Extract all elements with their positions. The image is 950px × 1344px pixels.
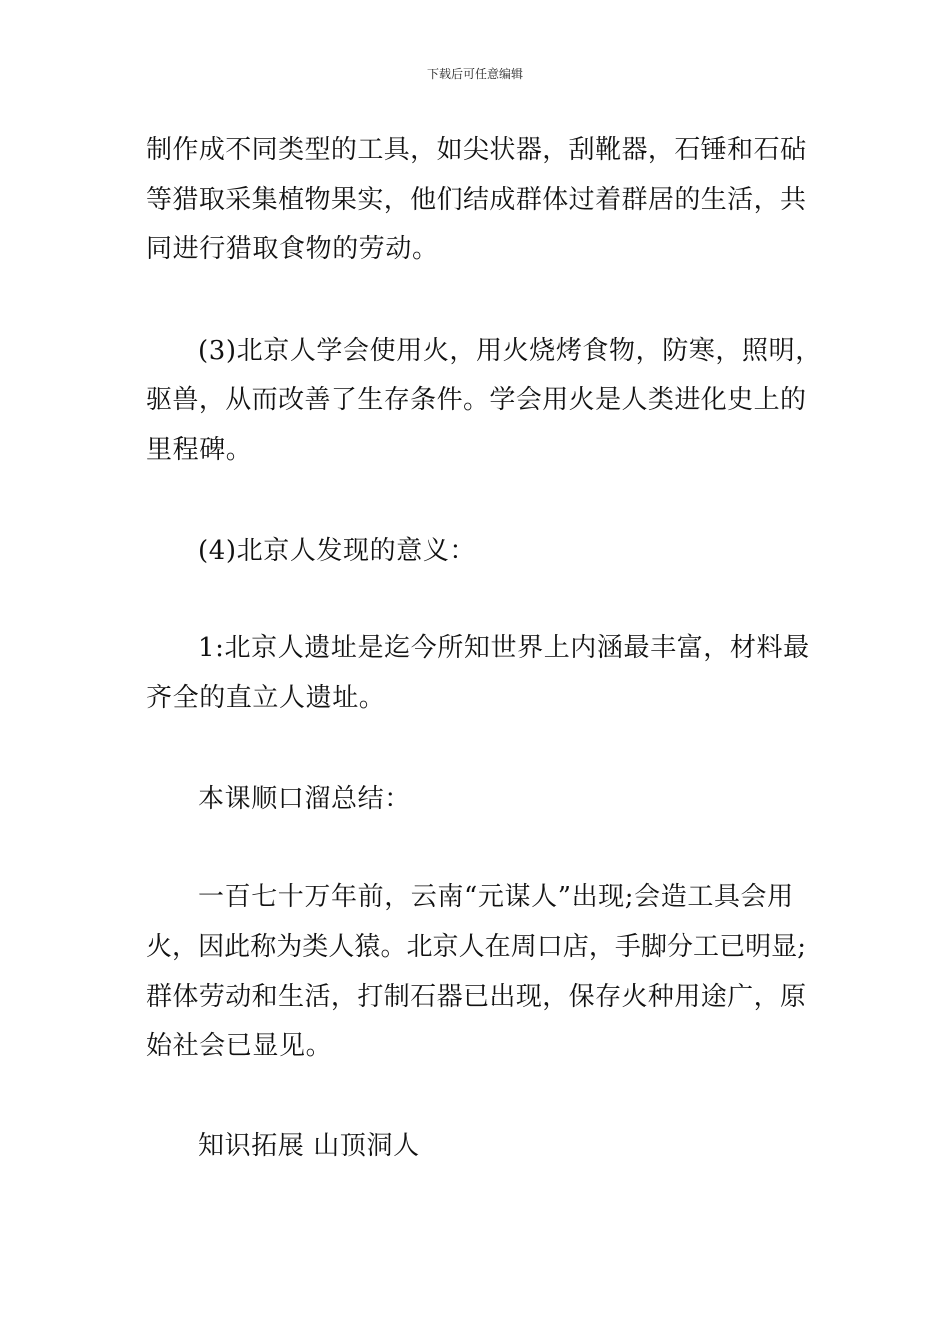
paragraph-line: 同进行猎取食物的劳动。	[146, 234, 439, 264]
paragraph-line: 里程碑。	[146, 435, 253, 465]
paragraph-line: (4)北京人发现的意义：	[198, 536, 477, 566]
section-heading: 知识拓展 山顶洞人	[198, 1131, 420, 1161]
paragraph-line: 火，因此称为类人猿。北京人在周口店，手脚分工已明显;	[146, 932, 806, 962]
paragraph-line: 制作成不同类型的工具，如尖状器，刮靴器，石锤和石砧	[146, 135, 806, 165]
paragraph-line: 本课顺口溜总结：	[198, 784, 411, 814]
paragraph-line: 1:北京人遗址是迄今所知世界上内涵最丰富，材料最	[198, 633, 810, 663]
paragraph-line: 一百七十万年前，云南“元谋人”出现;会造工具会用	[198, 882, 794, 912]
paragraph-line: 驱兽，从而改善了生存条件。学会用火是人类进化史上的	[146, 385, 806, 415]
paragraph-line: 等猎取采集植物果实，他们结成群体过着群居的生活，共	[146, 185, 806, 215]
paragraph-line: 群体劳动和生活，打制石器已出现，保存火种用途广，原	[146, 982, 806, 1012]
paragraph-line: 齐全的直立人遗址。	[146, 683, 386, 713]
paragraph-line: (3)北京人学会使用火，用火烧烤食物，防寒，照明，	[198, 336, 822, 366]
paragraph-line: 始社会已显见。	[146, 1031, 333, 1061]
page-header: 下载后可任意编辑	[426, 67, 523, 81]
